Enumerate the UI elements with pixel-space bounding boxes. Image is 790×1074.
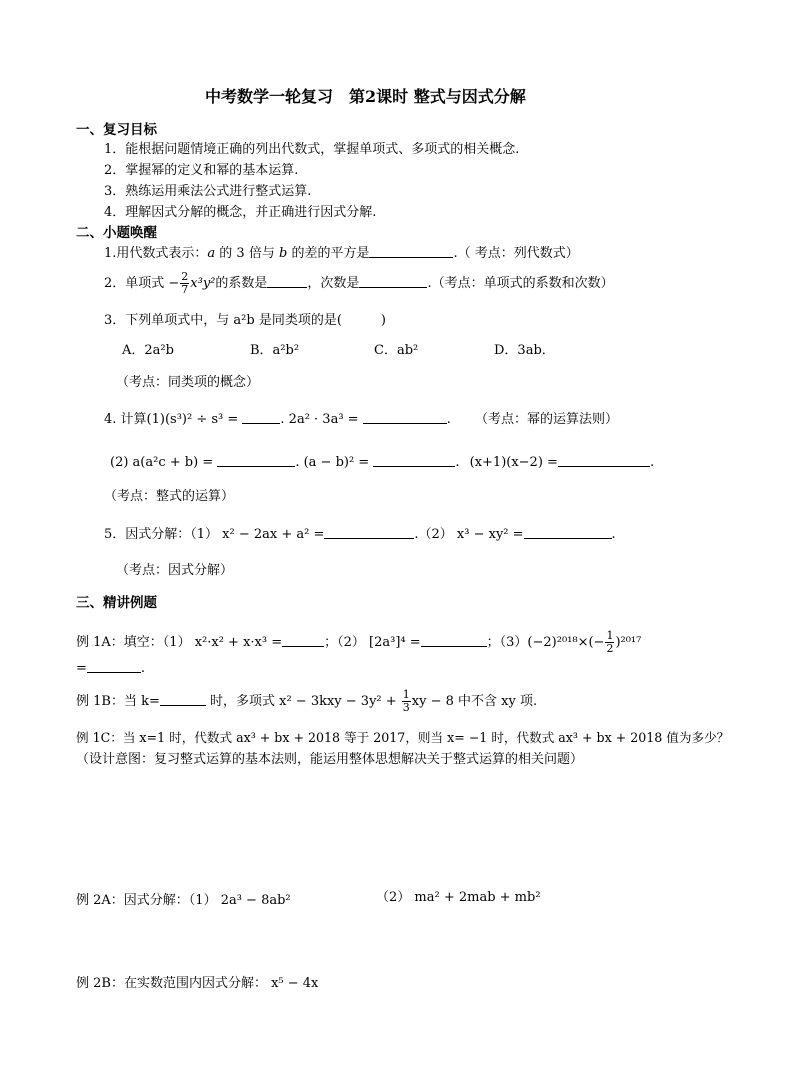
q5-blank-2[interactable] [524, 526, 612, 539]
ex1a-equals: = [76, 661, 87, 676]
q4-dot-3: . [649, 455, 655, 470]
ex1b-middle: 时，多项式 x² − 3kxy − 3y² + [205, 694, 401, 709]
q4-expr-1: 4. 计算(1)(s³)² ÷ s³ = [104, 412, 239, 427]
question-2 [104, 271, 614, 296]
goal-item-2: 2．掌握幂的定义和幂的基本运算. [104, 163, 299, 178]
example-1b [76, 689, 537, 714]
q4-expr-3: (2) a(a²c + b) = [110, 455, 214, 470]
q2-fraction [180, 271, 189, 296]
ex1b-blank[interactable] [160, 693, 206, 706]
q1-prefix: 1.用代数式表示： [104, 246, 208, 261]
q2-prefix: 2．单项式 − [104, 276, 180, 291]
example-1a-line-2 [76, 660, 145, 678]
q4-blank-5[interactable] [558, 454, 650, 467]
ex1a-dot: . [140, 661, 146, 676]
ex1b-frac-den: 3 [402, 701, 410, 714]
example-1a [76, 630, 641, 655]
q3-option-b[interactable]: B．a²b² [250, 343, 300, 358]
q4-dot-1: . [446, 412, 451, 427]
q4-note-1: （考点：幂的运算法则） [474, 412, 618, 427]
ex1b-prefix: 例 1B：当 k= [76, 694, 160, 709]
section-1-heading: 一、复习目标 [76, 122, 157, 138]
example-1c: 例 1C：当 x=1 时，代数式 ax³ + bx + 2018 等于 2017，则当 x= −1 时，代数式 ax³ + bx + 2018 值为多少？ [76, 730, 730, 745]
question-5 [104, 526, 616, 544]
question-3: 3．下列单项式中，与 a²b 是同类项的是( ) [104, 313, 386, 328]
section-2-heading: 二、小题唤醒 [76, 225, 157, 241]
ex1a-part-3: ；（3）(−2)²⁰¹⁸×(− [486, 635, 605, 650]
q2-mid1: 的系数是 [215, 276, 268, 291]
ex1b-frac-num: 1 [402, 688, 410, 701]
q3-option-c[interactable]: C．ab² [374, 343, 419, 358]
q5-blank-1[interactable] [324, 526, 414, 539]
q3-option-d[interactable]: D．3ab． [494, 343, 555, 358]
goal-item-1: 1．能根据问题情境正确的列出代数式，掌握单项式、多项式的相关概念. [104, 142, 520, 157]
ex1a-part-1: 例 1A：填空：（1） x²·x² + x·x³ = [76, 635, 283, 650]
ex1a-part-2-expr: [2a³]⁴ = [369, 635, 421, 650]
ex1a-fraction [605, 630, 614, 655]
q1-mid2: 的差的平方是 [287, 246, 370, 261]
q5-expr-2: .（2） x³ − xy² = [414, 527, 524, 542]
example-2b: 例 2B：在实数范围内因式分解： x⁵ − 4x [76, 976, 319, 991]
question-1 [104, 245, 579, 263]
ex1b-fraction [402, 689, 411, 714]
q5-note: （考点：因式分解） [116, 563, 234, 578]
q2-frac-den: 7 [181, 283, 189, 296]
q5-dot: . [611, 527, 616, 542]
example-1c-note: （设计意图：复习整式运算的基本法则，能运用整体思想解决关于整式运算的相关问题） [76, 752, 584, 767]
goal-item-4: 4．理解因式分解的概念，并正确进行因式分解. [104, 205, 377, 220]
page-title: 中考数学一轮复习 第2课时 整式与因式分解 [205, 87, 526, 106]
q4-blank-1[interactable] [242, 411, 280, 424]
ex1a-blank-3[interactable] [87, 660, 141, 673]
q2-suffix: .（考点：单项式的系数和次数） [427, 276, 614, 291]
q1-var-b: b [278, 246, 288, 261]
q1-var-a: a [207, 246, 216, 261]
example-2a-part-1: 例 2A：因式分解：（1） 2a³ − 8ab² [76, 893, 291, 908]
ex1a-frac-den: 2 [606, 642, 614, 655]
ex1a-blank-2[interactable] [421, 634, 487, 647]
q4-blank-3[interactable] [217, 454, 295, 467]
q2-mid2: ，次数是 [307, 276, 360, 291]
q2-expression: x³y² [190, 276, 216, 291]
q1-mid1: 的 3 倍与 [215, 246, 279, 261]
ex1a-part-3-end: )²⁰¹⁷ [615, 635, 642, 650]
example-2a-part-2: （2） ma² + 2mab + mb² [376, 890, 541, 905]
q3-option-a[interactable]: A．2a²b [122, 343, 174, 358]
q2-frac-num: 2 [181, 270, 189, 283]
q4-expr-5: (x+1)(x−2) = [469, 455, 558, 470]
q3-note: （考点：同类项的概念） [116, 375, 260, 390]
q4-blank-2[interactable] [363, 411, 447, 424]
q4-dot-2: . [455, 455, 460, 470]
ex1b-suffix: xy − 8 中不含 xy 项. [411, 694, 538, 709]
section-3-heading: 三、精讲例题 [76, 595, 157, 611]
q4-note-2: （考点：整式的运算） [104, 489, 235, 504]
q4-expr-2: . 2a² · 3a³ = [280, 412, 359, 427]
q2-degree-blank[interactable] [359, 275, 427, 288]
q5-expr-1: 5．因式分解：（1） x² − 2ax + a² = [104, 527, 325, 542]
goal-item-3: 3．熟练运用乘法公式进行整式运算. [104, 184, 312, 199]
q1-answer-blank[interactable] [369, 245, 453, 258]
ex1a-part-2-label: ；（2） [324, 635, 365, 650]
ex1a-frac-num: 1 [606, 629, 614, 642]
q4-blank-4[interactable] [373, 454, 455, 467]
question-4-line-2 [110, 454, 654, 472]
q4-expr-4: . (a − b)² = [295, 455, 370, 470]
question-4-line-1 [104, 411, 618, 429]
q2-coef-blank[interactable] [267, 275, 307, 288]
q1-suffix: .（ 考点：列代数式） [453, 246, 579, 261]
ex1a-blank-1[interactable] [282, 634, 324, 647]
